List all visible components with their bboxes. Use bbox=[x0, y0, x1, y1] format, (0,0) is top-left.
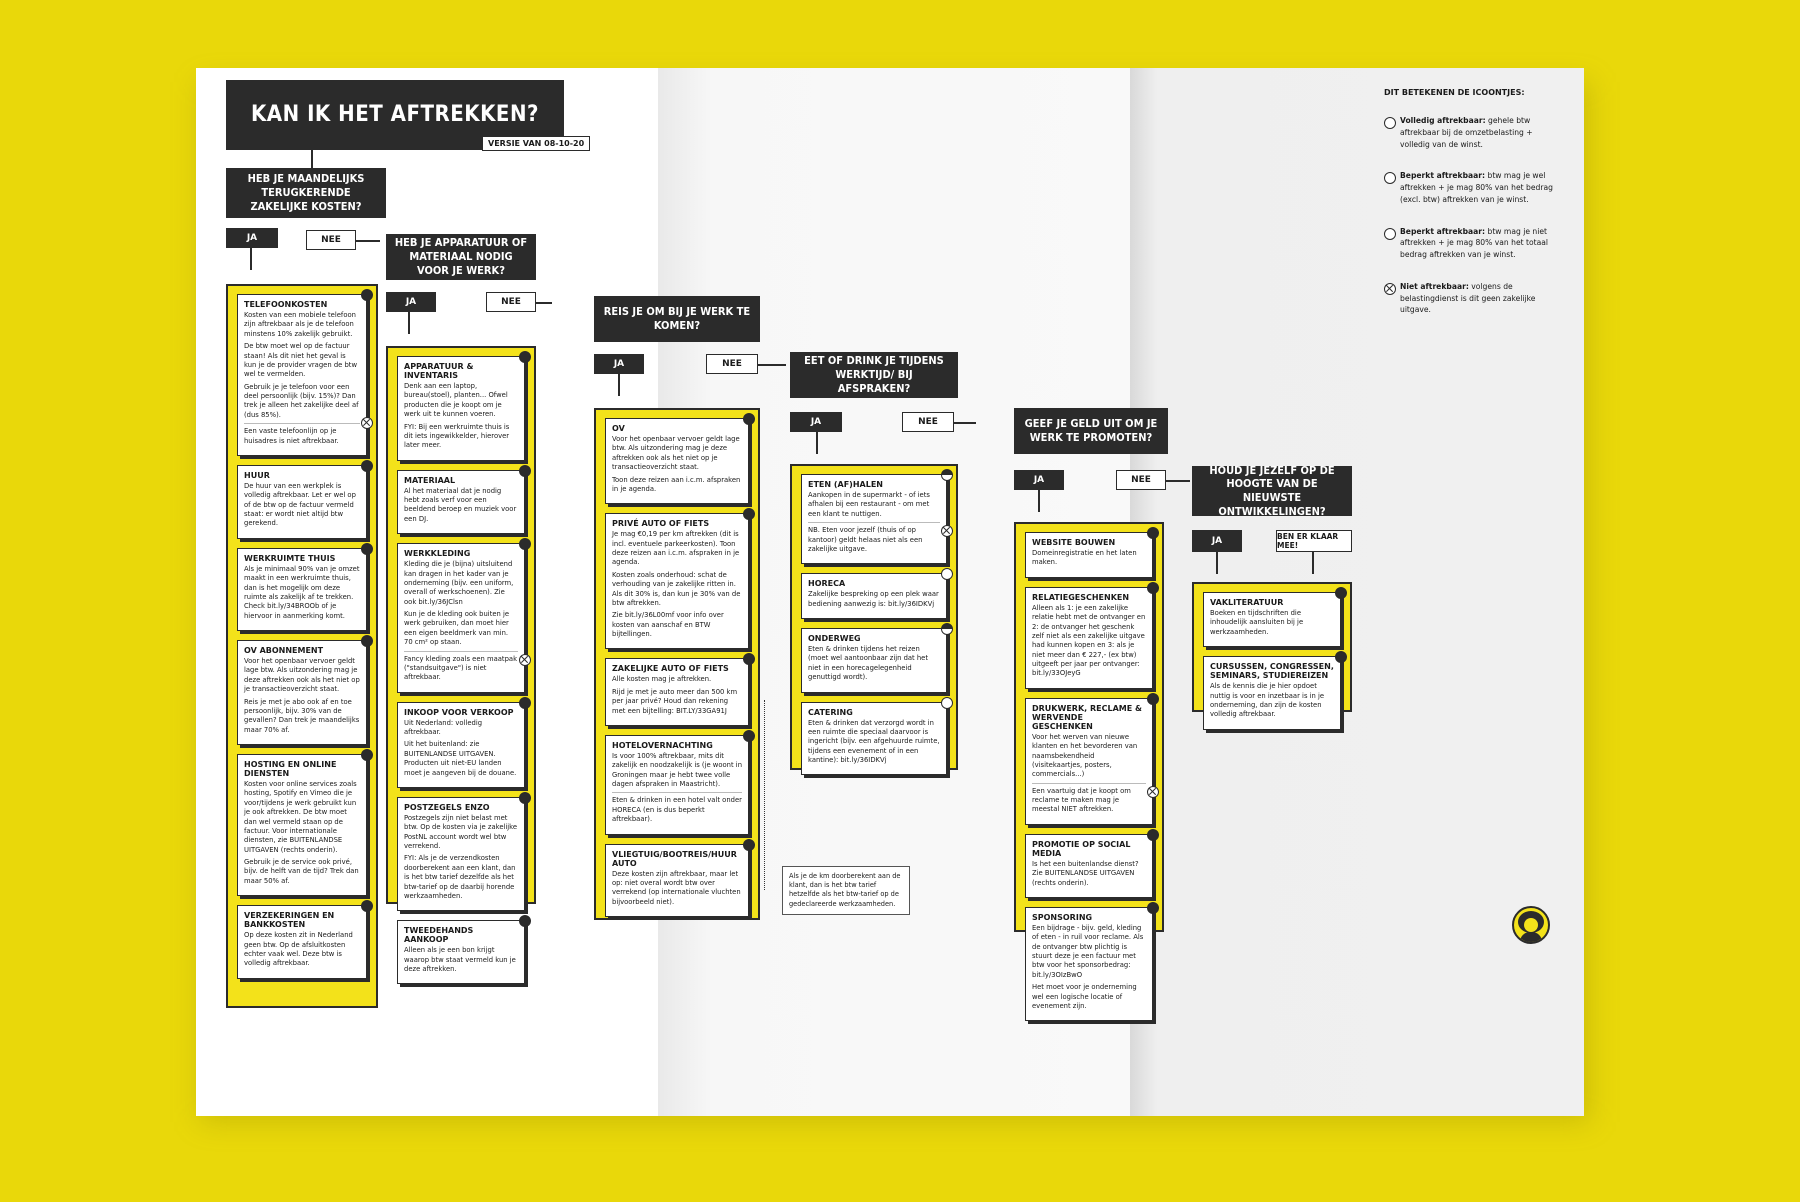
full-circle-icon bbox=[361, 749, 373, 761]
half-circle-icon bbox=[941, 469, 953, 481]
card-text: FYI: Bij een werkruimte thuis is dit iets ingewikkelder, hierover later meer. bbox=[404, 422, 510, 450]
full-circle-icon bbox=[743, 730, 755, 742]
dotted-connector bbox=[764, 700, 765, 890]
brochure bbox=[196, 68, 1584, 1116]
column-food bbox=[790, 464, 958, 770]
card-text: Toon deze reizen aan i.c.m. afspraken in je agenda. bbox=[612, 475, 741, 493]
legend-item: Beperkt aftrekbaar: btw mag je wel aftrekken + je mag 80% van het bedrag (excl. btw) aftrekken van je winst. bbox=[1384, 170, 1554, 205]
full-circle-icon bbox=[743, 839, 755, 851]
card-title: TELEFOONKOSTEN bbox=[244, 300, 328, 309]
expense-card bbox=[605, 513, 749, 649]
column-promotion bbox=[1014, 522, 1164, 1010]
version-tag: VERSIE VAN 08-10-20 bbox=[482, 136, 590, 151]
card-text: Het moet voor je onderneming wel een logische locatie of evenement zijn. bbox=[1032, 983, 1137, 1010]
card-title: HOTELOVERNACHTING bbox=[612, 740, 713, 750]
card-title: POSTZEGELS ENZO bbox=[404, 802, 490, 812]
card-title: CATERING bbox=[808, 707, 853, 717]
expense-card bbox=[605, 735, 749, 835]
cross-circle-icon bbox=[1384, 283, 1396, 295]
card-text: Zakelijke bespreking op een plek waar bediening aanwezig is: bit.ly/36IDKVj bbox=[808, 590, 939, 608]
expense-card bbox=[1025, 834, 1153, 898]
card-text: Voor het openbaar vervoer geldt lage btw. Als uitzondering mag je deze aftrekken ook als het niet op je transactieoverzicht staat. bbox=[612, 435, 740, 472]
card-text: Op deze kosten zit in Nederland geen btw. Op de afsluitkosten echter vaak wel. Deze btw is volledig aftrekbaar. bbox=[244, 931, 353, 968]
card-title: TWEEDEHANDS AANKOOP bbox=[404, 926, 474, 945]
card-text: Uit het buitenland: zie BUITENLANDSE UITGAVEN. Producten uit niet-EU landen moet je aangeven bij de douane. bbox=[404, 740, 517, 777]
card-note: Een vaartuig dat je koopt om reclame te maken mag je meestal NIET aftrekken. bbox=[1032, 783, 1146, 815]
question-4: EET OF DRINK JE TIJDENS WERKTIJD/ BIJ AFSPRAKEN? bbox=[790, 352, 958, 398]
expense-card bbox=[1025, 532, 1153, 578]
half-circle-icon bbox=[941, 623, 953, 635]
card-title: SPONSORING bbox=[1032, 912, 1093, 922]
cross-circle-icon bbox=[361, 417, 373, 429]
question-6: HOUD JE JEZELF OP DE HOOGTE VAN DE NIEUWSTE ONTWIKKELINGEN? bbox=[1192, 466, 1352, 516]
card-title: PROMOTIE OP SOCIAL MEDIA bbox=[1032, 839, 1131, 858]
column-development bbox=[1192, 582, 1352, 719]
card-text: Voor het openbaar vervoer geldt lage btw. Als uitzondering mag je deze aftrekken ook als het niet op je transactieoverzicht staat. bbox=[244, 657, 360, 694]
ja-label: JA bbox=[594, 354, 644, 374]
card-title: HOSTING EN ONLINE DIENSTEN bbox=[244, 760, 337, 778]
expense-card bbox=[397, 797, 525, 911]
card-text: Postzegels zijn niet belast met btw. Op de kosten via je zakelijke PostNL account wordt wel btw verrekend. bbox=[404, 813, 518, 850]
card-text: Aankopen in de supermarkt - of iets afhalen bij een restaurant - om met een klant te nuttigen. bbox=[808, 491, 930, 518]
empty-circle-icon bbox=[1384, 228, 1396, 240]
column-travel bbox=[594, 408, 760, 920]
card-text: FYI: Als je de verzendkosten doorberekent aan een klant, dan is het btw tarief dezelfde als het btw-tarief op de daarbij horende werkzaamheden. bbox=[404, 854, 516, 900]
card-title: OV ABONNEMENT bbox=[244, 646, 324, 655]
card-text: Is voor 100% aftrekbaar, mits dit zakelijk en noodzakelijk is (je woont in Groningen maar je hebt twee volle dagen afspraken in Maastricht). bbox=[612, 751, 743, 788]
nee-label: NEE bbox=[306, 230, 356, 250]
expense-card bbox=[1203, 592, 1341, 647]
expense-card bbox=[397, 920, 525, 984]
legend-item: Beperkt aftrekbaar: btw mag je niet aftrekken + je mag 80% van het totaal bedrag aftrekken van je winst. bbox=[1384, 226, 1554, 261]
legend-item: Niet aftrekbaar: volgens de belastingdienst is dit geen zakelijke uitgave. bbox=[1384, 281, 1554, 316]
card-text: Een bijdrage - bijv. geld, kleding of eten - in ruil voor reclame. Als de ontvanger btw plichtig is stuurt deze je een factuur met btw voor het sponsorbedrag: bit.ly/3OIzBwO bbox=[1032, 923, 1144, 979]
card-text: Alleen als je een bon krijgt waarop btw staat vermeld kun je deze aftrekken. bbox=[404, 946, 516, 973]
card-title: ETEN (AF)HALEN bbox=[808, 480, 883, 489]
card-text: Reis je met je abo ook af en toe persoonlijk, bijv. 30% van de gevallen? Dan trek je maandelijks maar 70% af. bbox=[244, 697, 360, 734]
nee-label: NEE bbox=[1116, 470, 1166, 490]
full-circle-icon bbox=[1335, 587, 1347, 599]
card-text: Deze kosten zijn aftrekbaar, maar let op: niet overal wordt btw over verrekend (op internationale vluchten bijvoorbeeld niet). bbox=[612, 869, 741, 906]
ja-label: JA bbox=[1192, 530, 1242, 552]
question-3: REIS JE OM BIJ JE WERK TE KOMEN? bbox=[594, 296, 760, 342]
nee-label: NEE bbox=[486, 292, 536, 312]
card-text: Kosten van een mobiele telefoon zijn aftrekbaar als je de telefoon minstens 10% zakelijk gebruikt. bbox=[244, 311, 356, 338]
full-circle-icon bbox=[361, 900, 373, 912]
card-text: Denk aan een laptop, bureau(stoel), planten... Ofwel producten die je koopt om je werk uit te kunnen voeren. bbox=[404, 382, 508, 419]
expense-card bbox=[1025, 698, 1153, 825]
expense-card bbox=[801, 474, 947, 564]
full-circle-icon bbox=[743, 413, 755, 425]
card-title: INKOOP VOOR VERKOOP bbox=[404, 707, 514, 717]
mascot-logo bbox=[1512, 906, 1550, 944]
full-circle-icon bbox=[1335, 651, 1347, 663]
icon-legend bbox=[1384, 88, 1554, 336]
full-circle-icon bbox=[361, 289, 373, 301]
expense-card bbox=[237, 465, 367, 539]
card-title: HORECA bbox=[808, 579, 846, 589]
expense-card bbox=[801, 628, 947, 693]
page-title: KAN IK HET AFTREKKEN? bbox=[226, 80, 564, 150]
full-circle-icon bbox=[743, 508, 755, 520]
question-5: GEEF JE GELD UIT OM JE WERK TE PROMOTEN? bbox=[1014, 408, 1168, 454]
ja-label: JA bbox=[790, 412, 842, 432]
card-title: RELATIEGESCHENKEN bbox=[1032, 592, 1130, 602]
expense-card bbox=[237, 294, 367, 456]
arrow bbox=[536, 302, 552, 304]
card-title: MATERIAAL bbox=[404, 475, 456, 485]
expense-card bbox=[605, 658, 749, 726]
card-text: Als de kennis die je hier opdoet nuttig is voor en inzetbaar is in je onderneming, dan zijn de kosten volledig aftrekbaar. bbox=[1210, 682, 1325, 719]
arrow bbox=[816, 432, 818, 454]
expense-card bbox=[237, 905, 367, 979]
column-equipment bbox=[386, 346, 536, 973]
card-text: Uit Nederland: volledig aftrekbaar. bbox=[404, 718, 483, 736]
empty-circle-icon bbox=[941, 568, 953, 580]
full-circle-icon bbox=[361, 460, 373, 472]
full-circle-icon bbox=[519, 538, 531, 550]
card-text: Kleding die je (bijna) uitsluitend kan dragen in het kader van je onderneming (bijv. een uniform, overall of werkschoenen). Zie ook bit.ly/36JClsn bbox=[404, 560, 514, 606]
full-circle-icon bbox=[1147, 582, 1159, 594]
empty-circle-icon bbox=[941, 697, 953, 709]
full-circle-icon bbox=[361, 543, 373, 555]
expense-card bbox=[237, 548, 367, 631]
arrow bbox=[356, 240, 380, 242]
card-text: Eten & drinken dat verzorgd wordt in een ruimte die speciaal daarvoor is ingericht (bijv. een afgehuurde ruimte, tijdens een evenement of in een kantine): bit.ly/36IDKVj bbox=[808, 718, 940, 764]
card-text: Gebruik je de service ook privé, bijv. de helft van de tijd? Trek dan maar 50% af. bbox=[244, 858, 359, 885]
card-text: Rijd je met je auto meer dan 500 km per jaar privé? Houd dan rekening met een bijtelling: BIT.LY/33GA91J bbox=[612, 687, 738, 715]
full-circle-icon bbox=[519, 792, 531, 804]
question-2: HEB JE APPARATUUR OF MATERIAAL NODIG VOOR JE WERK? bbox=[386, 234, 536, 280]
arrow bbox=[250, 248, 252, 270]
card-title: ONDERWEG bbox=[808, 634, 861, 643]
card-title: PRIVÉ AUTO OF FIETS bbox=[612, 519, 710, 529]
expense-card bbox=[1203, 656, 1341, 730]
note-km: Als je de km doorberekent aan de klant, dan is het btw tarief hetzelfde als het btw-tarief op de gedeclareerde werkzaamheden. bbox=[782, 866, 910, 915]
legend-title: DIT BETEKENEN DE ICOONTJES: bbox=[1384, 88, 1525, 97]
cross-circle-icon bbox=[941, 525, 953, 537]
expense-card bbox=[605, 844, 749, 918]
ja-label: JA bbox=[1014, 470, 1064, 490]
card-text: Kosten zoals onderhoud: schat de verhouding van je zakelijke ritten in. Als dit 30% is, dan kun je 30% van de btw aftrekken. bbox=[612, 570, 741, 607]
card-note: Een vaste telefoonlijn op je huisadres is niet aftrekbaar. bbox=[244, 423, 360, 446]
arrow bbox=[758, 364, 786, 366]
card-title: CURSUSSEN, CONGRESSEN, SEMINARS, STUDIEREIZEN bbox=[1210, 662, 1334, 681]
card-note: Eten & drinken in een hotel valt onder HORECA (en is dus beperkt aftrekbaar). bbox=[612, 792, 742, 824]
arrow bbox=[1312, 552, 1314, 574]
arrow bbox=[954, 422, 976, 424]
card-text: De btw moet wel op de factuur staan! Als dit niet het geval is kun je de provider vragen de btw wel te vermelden. bbox=[244, 342, 358, 379]
card-text: Alle kosten mag je aftrekken. bbox=[612, 675, 712, 684]
card-note: Fancy kleding zoals een maatpak ("standsuitgave") is niet aftrekbaar. bbox=[404, 651, 518, 683]
card-text: Eten & drinken tijdens het reizen (moet wel aantoonbaar zijn dat het niet in een horecagelegenheid genuttigd wordt). bbox=[808, 645, 929, 682]
card-title: VAKLITERATUUR bbox=[1210, 598, 1284, 607]
expense-card bbox=[1025, 907, 1153, 1021]
full-circle-icon bbox=[519, 697, 531, 709]
half-circle-icon bbox=[1384, 172, 1396, 184]
full-circle-icon bbox=[1384, 117, 1396, 129]
card-text: Is het een buitenlandse dienst? Zie BUITENLANDSE UITGAVEN (rechts onderin). bbox=[1032, 859, 1139, 887]
card-title: VLIEGTUIG/BOOTREIS/HUUR AUTO bbox=[612, 849, 737, 868]
full-circle-icon bbox=[519, 465, 531, 477]
legend-item: Volledig aftrekbaar: gehele btw aftrekbaar bij de omzetbelasting + volledig van de winst. bbox=[1384, 115, 1554, 150]
cross-circle-icon bbox=[519, 654, 531, 666]
expense-card bbox=[397, 543, 525, 693]
card-title: WEBSITE BOUWEN bbox=[1032, 538, 1116, 547]
card-note: NB. Eten voor jezelf (thuis of op kantoor) geldt helaas niet als een zakelijke uitgave. bbox=[808, 522, 940, 554]
expense-card bbox=[605, 418, 749, 504]
expense-card bbox=[801, 702, 947, 776]
card-text: Domeinregistratie en het laten maken. bbox=[1032, 549, 1137, 567]
full-circle-icon bbox=[1147, 829, 1159, 841]
card-title: VERZEKERINGEN EN BANKKOSTEN bbox=[244, 911, 335, 930]
arrow bbox=[1166, 480, 1190, 482]
full-circle-icon bbox=[743, 653, 755, 665]
arrow bbox=[1038, 490, 1040, 512]
question-1: HEB JE MAANDELIJKS TERUGKERENDE ZAKELIJKE KOSTEN? bbox=[226, 168, 386, 218]
expense-card bbox=[237, 754, 367, 896]
full-circle-icon bbox=[1147, 902, 1159, 914]
expense-card bbox=[397, 702, 525, 788]
arrow bbox=[408, 312, 410, 334]
column-monthly-costs bbox=[226, 284, 378, 1008]
card-text: Voor het werven van nieuwe klanten en het bevorderen van naamsbekendheid (visitekaartjes, posters, commercials...) bbox=[1032, 732, 1138, 779]
card-text: Gebruik je je telefoon voor een deel persoonlijk (bijv. 15%)? Dan trek je alleen het zakelijke deel af (dus 85%). bbox=[244, 382, 359, 419]
card-title: HUUR bbox=[244, 470, 270, 480]
done-label: BEN ER KLAAR MEE! bbox=[1276, 530, 1352, 552]
full-circle-icon bbox=[1147, 527, 1159, 539]
card-text: Zie bit.ly/36L00mf voor info over kosten van aanschaf en BTW bijtellingen. bbox=[612, 611, 724, 638]
full-circle-icon bbox=[1147, 693, 1159, 705]
card-text: Kosten voor online services zoals hosting, Spotify en Vimeo die je voor/tijdens je werk gebruikt kun je ook aftrekken. De btw moet dan wel vermeld staan op de factuur. Voor internationale diensten, zie BUITENLANDSE UITGAVEN (rechts onderin). bbox=[244, 780, 357, 854]
nee-label: NEE bbox=[902, 412, 954, 432]
expense-card bbox=[397, 356, 525, 461]
expense-card bbox=[801, 573, 947, 619]
card-title: ZAKELIJKE AUTO OF FIETS bbox=[612, 664, 729, 674]
card-text: Je mag €0,19 per km aftrekken (dit is incl. eventuele parkeerkosten). Toon deze reizen aan i.c.m. afspraken in je agenda. bbox=[612, 530, 740, 567]
ja-label: JA bbox=[386, 292, 436, 312]
expense-card bbox=[237, 640, 367, 745]
arrow bbox=[618, 374, 620, 396]
expense-card bbox=[397, 470, 525, 535]
expense-card bbox=[1025, 587, 1153, 689]
card-text: Als je minimaal 90% van je omzet maakt in een werkruimte thuis, dan is het mogelijk om deze ruimte als zakelijk af te trekken. Check bit.ly/34BROOb of je hiervoor in aanmerking komt. bbox=[244, 564, 360, 620]
arrow bbox=[311, 150, 313, 170]
card-text: Alleen als 1: je een zakelijke relatie hebt met de ontvanger en 2: de ontvanger het geschenk zelf niet als een zakelijke uitgave had kunnen kopen en 3: als je niet meer dan € 227,- (ex btw) uitgeeft per jaar per ontvanger: bit.ly/33OJeyG bbox=[1032, 603, 1146, 678]
card-title: WERKRUIMTE THUIS bbox=[244, 553, 336, 563]
full-circle-icon bbox=[361, 635, 373, 647]
card-title: DRUKWERK, RECLAME & WERVENDE GESCHENKEN bbox=[1032, 703, 1142, 731]
nee-label: NEE bbox=[706, 354, 758, 374]
card-text: Boeken en tijdschriften die inhoudelijk aansluiten bij je werkzaamheden. bbox=[1210, 609, 1304, 636]
ja-label: JA bbox=[226, 228, 278, 248]
arrow bbox=[1216, 552, 1218, 574]
cross-circle-icon bbox=[1147, 786, 1159, 798]
card-text: Kun je de kleding ook buiten je werk gebruiken, dan moet hier een eigen beeldmerk van min. 70 cm² op staan. bbox=[404, 610, 510, 647]
card-text: Al het materiaal dat je nodig hebt zoals verf voor een beeldend beroep en muziek voor een DJ. bbox=[404, 486, 517, 523]
full-circle-icon bbox=[519, 351, 531, 363]
card-title: APPARATUUR & INVENTARIS bbox=[404, 362, 474, 380]
card-title: OV bbox=[612, 424, 625, 433]
card-title: WERKKLEDING bbox=[404, 549, 471, 559]
card-text: De huur van een werkplek is volledig aftrekbaar. Let er wel op of de btw op de factuur vermeld staat: er wordt niet altijd btw gerekend. bbox=[244, 481, 356, 528]
